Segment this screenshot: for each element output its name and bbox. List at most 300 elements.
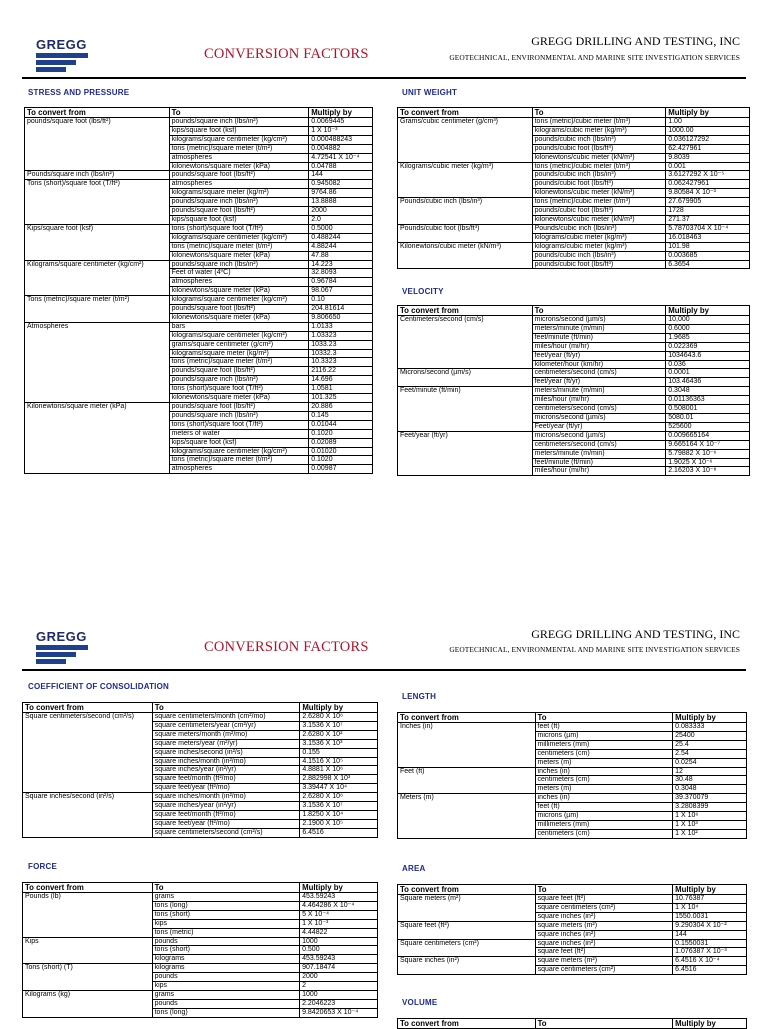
table-row [23,802,378,811]
convert-to-cell: kilograms/cubic meter (kg/m³) [532,233,666,242]
convert-from-cell: Kilonewtons/square meter (kPa) [25,403,170,412]
column-header-multiply: Multiply by [300,883,378,893]
multiplier-cell: 39.370079 [673,794,747,803]
table-row [23,901,378,910]
convert-from-cell [398,396,533,405]
multiplier-cell: 10.3323 [309,358,373,367]
convert-from-cell [25,215,170,224]
table-row [398,957,747,966]
convert-to-cell: kilograms/square meter (kg/m²) [169,189,309,198]
convert-from-cell [25,305,170,314]
multiplier-cell: 4.44822 [300,928,378,937]
convert-from-cell [23,819,153,828]
column-header-to: To [152,883,299,893]
convert-to-cell: tons (metric)/square meter (t/m²) [169,456,309,465]
section-title-stress: STRESS AND PRESSURE [28,88,130,97]
convert-from-cell [25,207,170,216]
multiplier-cell: 3.1536 X 10⁷ [300,802,378,811]
convert-to-cell: atmospheres [169,153,309,162]
multiplier-cell: 0.036127292 [666,135,750,144]
table-row [398,242,750,251]
table-row [398,930,747,939]
convert-to-cell: square inches (in²) [535,912,673,921]
multiplier-cell: 0.5000 [309,224,373,233]
section-title-unit-weight: UNIT WEIGHT [402,88,458,97]
table-row [398,207,750,216]
convert-from-cell: pounds/square foot (lbs/ft²) [25,118,170,127]
table-row [398,731,747,740]
multiplier-cell: 0.3048 [666,387,750,396]
convert-to-cell: Pounds/cubic inch (lbs/in³) [532,224,666,233]
convert-to-cell: pounds/cubic foot (lbs/ft³) [532,180,666,189]
page-title: CONVERSION FACTORS [204,639,369,655]
multiplier-cell: 5.78703704 X 10⁻⁴ [666,224,750,233]
multiplier-cell: 1.00 [666,118,750,127]
convert-from-cell [398,966,536,975]
multiplier-cell: 0.062427961 [666,180,750,189]
convert-from-cell [23,766,153,775]
multiplier-cell: 3.6127292 X 10⁻⁵ [666,171,750,180]
convert-from-cell [25,126,170,135]
table-row [398,233,750,242]
table-row [398,369,750,378]
convert-to-cell: square meters (m²) [535,957,673,966]
convert-to-cell: square meters/month (m²/mo) [152,730,300,739]
table-row [25,278,373,287]
convert-from-cell [25,251,170,260]
table-row [23,937,378,946]
column-header-to: To [535,713,673,723]
table-row [25,367,373,376]
convert-to-cell: square feet/year (ft²/mo) [152,784,300,793]
table-row [23,893,378,902]
multiplier-cell: 9.665164 X 10⁻⁷ [666,440,750,449]
convert-to-cell: meters/minute (m/min) [532,387,666,396]
convert-from-cell [25,376,170,385]
table-row [23,784,378,793]
convert-from-cell [398,449,533,458]
multiplier-cell: 25400 [673,731,747,740]
multiplier-cell: 30.48 [673,776,747,785]
multiplier-cell: 16.018463 [666,233,750,242]
convert-from-cell [25,447,170,456]
convert-to-cell: kilograms/square centimeter (kg/cm²) [169,296,309,305]
convert-to-cell: meters/minute (m/min) [532,324,666,333]
table-row [25,429,373,438]
table-row [25,162,373,171]
column-header-to: To [152,703,300,713]
convert-from-cell [23,955,153,964]
table-row [25,207,373,216]
convert-from-cell [398,467,533,476]
convert-from-cell [25,367,170,376]
convert-from-cell [25,153,170,162]
convert-to-cell: tons (metric)/square meter (t/m²) [169,144,309,153]
convert-to-cell: atmospheres [169,465,309,474]
convert-from-cell: Feet (ft) [398,767,536,776]
multiplier-cell: 1 X 10³ [673,820,747,829]
convert-from-cell: Microns/second (µm/s) [398,369,533,378]
section-title-consolidation: COEFFICIENT OF CONSOLIDATION [28,682,170,691]
convert-from-cell [398,731,536,740]
convert-to-cell: kilograms/square centimeter (kg/cm²) [169,447,309,456]
multiplier-cell: 12 [673,767,747,776]
table-row [23,721,378,730]
table-row [25,144,373,153]
convert-from-cell [398,153,533,162]
convert-to-cell: square inches/year (in²/yr) [152,802,300,811]
multiplier-cell: 2 [300,982,378,991]
multiplier-cell: 9764.86 [309,189,373,198]
convert-to-cell: tons (long) [152,1008,299,1017]
convert-from-cell [398,758,536,767]
multiplier-cell: 4.8881 X 10⁶ [300,766,378,775]
convert-to-cell: inches (in) [535,794,673,803]
table-row [398,189,750,198]
table-row [398,767,747,776]
multiplier-cell: 1.03323 [309,331,373,340]
multiplier-cell: 0.083333 [673,723,747,732]
multiplier-cell: 2.0 [309,215,373,224]
convert-to-cell: centimeters (cm) [535,829,673,838]
convert-from-cell [398,207,533,216]
multiplier-cell: 25.4 [673,740,747,749]
table-row [398,316,750,325]
table-row [23,919,378,928]
convert-from-cell [398,930,536,939]
table-row [398,360,750,369]
convert-to-cell: square feet/year (ft²/mo) [152,819,300,828]
multiplier-cell: 0.02089 [309,438,373,447]
multiplier-cell: 0.001 [666,162,750,171]
convert-from-cell [25,340,170,349]
convert-from-cell: Centimeters/second (cm/s) [398,316,533,325]
multiplier-cell: 2.6280 X 10⁶ [300,793,378,802]
convert-from-cell: Tons (short) (T) [23,964,153,973]
table-row [25,305,373,314]
column-header-multiply: Multiply by [673,885,747,895]
multiplier-cell: 1034643.6 [666,351,750,360]
convert-from-cell [23,919,153,928]
multiplier-cell: 6.4516 X 10⁻⁴ [673,957,747,966]
company-name: GREGG DRILLING AND TESTING, INC [531,34,740,48]
page-title: CONVERSION FACTORS [204,46,369,62]
table-row [398,723,747,732]
table-row [398,939,747,948]
column-header-from: To convert from [398,713,536,723]
logo-bars-icon [36,53,88,72]
convert-to-cell: feet (ft) [535,723,673,732]
convert-to-cell: tons (short) [152,946,299,955]
convert-from-cell [398,422,533,431]
table-row [25,322,373,331]
multiplier-cell: 1.0581 [309,385,373,394]
convert-from-cell [398,785,536,794]
convert-from-cell [398,342,533,351]
convert-to-cell: kips/square foot (ksf) [169,215,309,224]
table-row [398,440,750,449]
multiplier-cell: 2000 [300,973,378,982]
table-row [398,749,747,758]
convert-to-cell: meters (m) [535,785,673,794]
table-row [23,828,378,837]
page-1 [0,0,768,500]
table-row [398,198,750,207]
gregg-logo [36,38,88,72]
multiplier-cell: 3.39447 X 10⁴ [300,784,378,793]
column-header-to: To [532,306,666,316]
convert-to-cell: kilonewtons/square meter (kPa) [169,251,309,260]
multiplier-cell: 1.9025 X 10⁻⁶ [666,458,750,467]
multiplier-cell: 0.04788 [309,162,373,171]
table-row [398,431,750,440]
convert-from-cell: Pounds/cubic inch (lbs/in³) [398,198,533,207]
multiplier-cell: 0.488244 [309,233,373,242]
convert-to-cell: pounds/cubic inch (lbs/in³) [532,251,666,260]
convert-to-cell: kilonewtons/square meter (kPa) [169,313,309,322]
convert-to-cell: square inches/month (in²/mo) [152,757,300,766]
multiplier-cell: 0.009665164 [666,431,750,440]
multiplier-cell: 1 X 10⁻³ [309,126,373,135]
convert-from-cell: Pounds (lb) [23,893,153,902]
multiplier-cell: 0.01044 [309,420,373,429]
convert-from-cell [23,739,153,748]
table-row [25,411,373,420]
table-row [398,171,750,180]
table-row [398,378,750,387]
column-header-from: To convert from [398,108,533,118]
convert-to-cell: centimeters/second (cm/s) [532,440,666,449]
multiplier-cell: 5080.01 [666,413,750,422]
convert-from-cell: Square inches (in²) [398,957,536,966]
convert-from-cell [398,333,533,342]
convert-to-cell: pounds/square inch (lbs/in²) [169,411,309,420]
multiplier-cell: 453.59243 [300,955,378,964]
convert-from-cell [398,812,536,821]
column-header-multiply: Multiply by [673,1019,747,1029]
convert-to-cell: feet/minute (ft/min) [532,458,666,467]
convert-to-cell: feet/year (ft/yr) [532,351,666,360]
convert-to-cell: tons (metric)/cubic meter (t/m³) [532,162,666,171]
multiplier-cell: 5 X 10⁻⁴ [300,910,378,919]
convert-to-cell: pounds [152,973,299,982]
convert-to-cell: pounds/square foot (lbs/ft²) [169,171,309,180]
table-row [398,162,750,171]
multiplier-cell: 907.18474 [300,964,378,973]
convert-from-cell [398,458,533,467]
convert-from-cell [25,438,170,447]
convert-to-cell: Feet/year (ft/yr) [532,422,666,431]
convert-to-cell: pounds/square inch (lbs/in²) [169,376,309,385]
multiplier-cell: 0.1020 [309,429,373,438]
convert-from-cell: Square meters (m²) [398,895,536,904]
table-row [25,420,373,429]
multiplier-cell: 2000 [309,207,373,216]
table-row [23,1008,378,1017]
table-row [398,758,747,767]
convert-to-cell: millimeters (mm) [535,820,673,829]
multiplier-cell: 2.1900 X 10⁵ [300,819,378,828]
table-row [25,198,373,207]
convert-to-cell: microns (µm) [535,731,673,740]
convert-from-cell [25,287,170,296]
convert-from-cell [23,1008,153,1017]
convert-to-cell: pounds/cubic foot (lbs/ft³) [532,207,666,216]
multiplier-cell: 10,000 [666,316,750,325]
convert-to-cell: kilograms/cubic meter (kg/m³) [532,126,666,135]
multiplier-cell: 9.8039 [666,153,750,162]
convert-from-cell: Atmospheres [25,322,170,331]
convert-from-cell [398,144,533,153]
convert-from-cell [25,135,170,144]
convert-to-cell: tons (metric)/square meter (t/m²) [169,358,309,367]
table-row [398,126,750,135]
convert-to-cell: pounds [152,937,299,946]
convert-from-cell [398,829,536,838]
multiplier-cell: 0.00987 [309,465,373,474]
logo-bars-icon [36,645,88,664]
multiplier-cell: 1 X 10⁴ [673,903,747,912]
convert-from-cell [23,901,153,910]
convert-from-cell [25,313,170,322]
table-row [25,403,373,412]
table-row [25,269,373,278]
table-row [25,171,373,180]
convert-from-cell [25,411,170,420]
multiplier-cell: 6.4516 [300,828,378,837]
column-header-from: To convert from [398,1019,536,1029]
section-title-area: AREA [402,864,426,873]
convert-from-cell [398,803,536,812]
convert-from-cell [398,324,533,333]
convert-to-cell: kilograms [152,964,299,973]
convert-to-cell: kilonewtons/cubic meter (kN/m³) [532,189,666,198]
convert-to-cell: pounds/square foot (lbs/ft²) [169,207,309,216]
table-row [398,260,750,269]
convert-from-cell: Kips/square foot (ksf) [25,224,170,233]
convert-from-cell [398,171,533,180]
multiplier-cell: 144 [309,171,373,180]
convert-to-cell: meters/minute (m/min) [532,449,666,458]
convert-to-cell: pounds/square inch (lbs/in²) [169,118,309,127]
multiplier-cell: 0.500 [300,946,378,955]
convert-from-cell [398,360,533,369]
table-row [23,757,378,766]
convert-to-cell: bars [169,322,309,331]
convert-to-cell: pounds/cubic foot (lbs/ft³) [532,144,666,153]
multiplier-cell: 1728 [666,207,750,216]
multiplier-cell: 0.0069445 [309,118,373,127]
velocity-table [397,305,750,476]
table-row [25,394,373,403]
convert-from-cell [25,358,170,367]
column-header-from: To convert from [23,703,153,713]
convert-to-cell: square centimeters/second (cm²/s) [152,828,300,837]
multiplier-cell: 1 X 10⁶ [673,812,747,821]
table-row [398,144,750,153]
multiplier-cell: 2.2046223 [300,999,378,1008]
multiplier-cell: 0.036 [666,360,750,369]
multiplier-cell: 1000 [300,937,378,946]
table-row [25,118,373,127]
column-header-from: To convert from [398,306,533,316]
convert-to-cell: meters (m) [535,758,673,767]
logo-wordmark: GREGG [36,629,87,644]
convert-to-cell: square meters/year (m²/yr) [152,739,300,748]
multiplier-cell: 1033.23 [309,340,373,349]
stress-pressure-table [24,107,373,474]
section-title-volume: VOLUME [402,998,438,1007]
header-divider [22,669,746,671]
multiplier-cell: 4.88244 [309,242,373,251]
table-row [398,413,750,422]
convert-to-cell: inches (in) [535,767,673,776]
convert-from-cell [25,198,170,207]
convert-to-cell: microns/second (µm/s) [532,431,666,440]
convert-to-cell: square feet/month (ft²/mo) [152,775,300,784]
convert-to-cell: kilograms [152,955,299,964]
table-row [25,456,373,465]
table-row [25,224,373,233]
convert-to-cell: kilonewtons/square meter (kPa) [169,394,309,403]
section-title-length: LENGTH [402,692,437,701]
convert-to-cell: tons (metric)/cubic meter (t/m³) [532,118,666,127]
section-title-force: FORCE [28,862,57,871]
multiplier-cell: 0.1020 [309,456,373,465]
convert-to-cell: pounds/cubic foot (lbs/ft³) [532,260,666,269]
convert-from-cell [23,721,153,730]
convert-to-cell: kilograms/square centimeter (kg/cm²) [169,233,309,242]
table-row [398,467,750,476]
convert-from-cell [398,440,533,449]
unit-weight-table [397,107,750,269]
force-table [22,882,378,1018]
multiplier-cell: 204.81614 [309,305,373,314]
table-row [23,739,378,748]
multiplier-cell: 0.10 [309,296,373,305]
table-row [23,973,378,982]
convert-from-cell [23,757,153,766]
multiplier-cell: 10332.3 [309,349,373,358]
page-2 [0,594,768,1028]
convert-from-cell: Kilograms/square centimeter (kg/cm²) [25,260,170,269]
convert-to-cell: microns/second (µm/s) [532,413,666,422]
column-header-multiply: Multiply by [666,108,750,118]
convert-from-cell [398,180,533,189]
column-header-to: To [169,108,309,118]
convert-to-cell: square inches/second (in²/s) [152,748,300,757]
convert-to-cell: kilonewtons/cubic meter (kN/m³) [532,215,666,224]
table-row [23,955,378,964]
multiplier-cell: 9.290304 X 10⁻² [673,921,747,930]
multiplier-cell: 2.6280 X 10⁶ [300,713,378,722]
table-row [398,803,747,812]
convert-to-cell: feet (ft) [535,803,673,812]
convert-from-cell [25,394,170,403]
multiplier-cell: 101.325 [309,394,373,403]
convert-from-cell [398,740,536,749]
column-header-multiply: Multiply by [300,703,378,713]
convert-to-cell: square centimeters (cm²) [535,903,673,912]
table-row [398,794,747,803]
multiplier-cell: 0.01136363 [666,396,750,405]
convert-from-cell [25,420,170,429]
multiplier-cell: 1.9685 [666,333,750,342]
convert-from-cell: Tons (metric)/square meter (t/m²) [25,296,170,305]
convert-to-cell: kilometer/hour (km/hr) [532,360,666,369]
table-row [25,135,373,144]
table-row [25,385,373,394]
